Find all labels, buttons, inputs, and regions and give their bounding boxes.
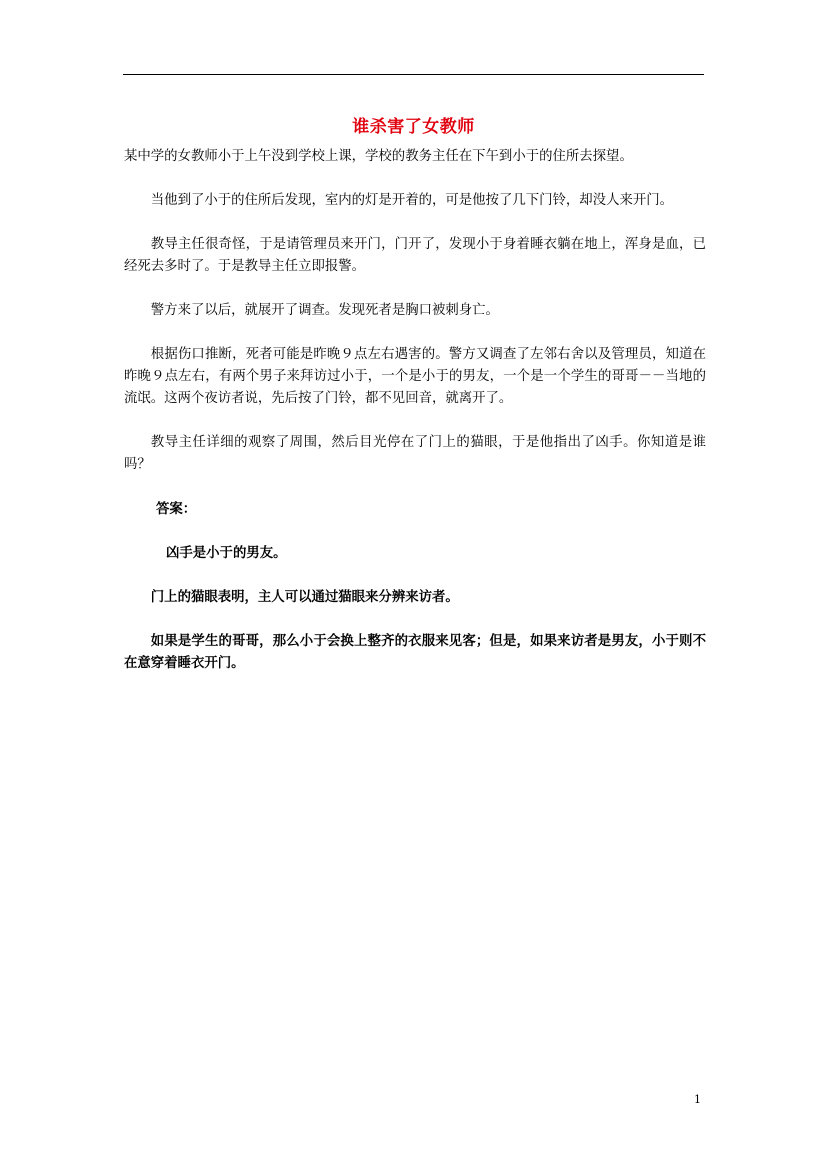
paragraph-5: 根据伤口推断，死者可能是昨晚９点左右遇害的。警方又调查了左邻右舍以及管理员，知道在昨晚９点左右，有两个男子来拜访过小于，一个是小于的男友，一个是一个学生的哥哥－－当地的流氓。这两个夜访者说，先后按了门铃，都不见回音，就离开了。 [124,347,706,406]
paragraph-1: 某中学的女教师小于上午没到学校上课，学校的教务主任在下午到小于的住所去探望。 [124,149,633,164]
answer-text: 凶手是小于的男友。 [166,545,287,561]
paragraph-3: 教导主任很奇怪，于是请管理员来开门，门开了，发现小于身着睡衣躺在地上，浑身是血，已经死去多时了。于是教导主任立即报警。 [124,237,706,274]
paragraph-4: 警方来了以后，就展开了调查。发现死者是胸口被刺身亡。 [150,303,499,318]
paragraph-6: 教导主任详细的观察了周围，然后目光停在了门上的猫眼，于是他指出了凶手。你知道是谁吗？ [124,435,706,472]
header-rule [123,74,704,75]
explanation-2: 如果是学生的哥哥，那么小于会换上整齐的衣服来见客；但是，如果来访者是男友，小于则不在意穿着睡衣开门。 [124,633,706,671]
answer-label: 答案： [156,501,197,517]
paragraph-2: 当他到了小于的住所后发现，室内的灯是开着的，可是他按了几下门铃，却没人来开门。 [150,193,674,208]
page-number: 1 [694,1093,701,1106]
document-title: 谁杀害了女教师 [352,117,475,137]
document-body [124,146,706,696]
answer-section [124,498,706,674]
explanation-1: 门上的猫眼表明，主人可以通过猫眼来分辨来访者。 [150,589,459,605]
